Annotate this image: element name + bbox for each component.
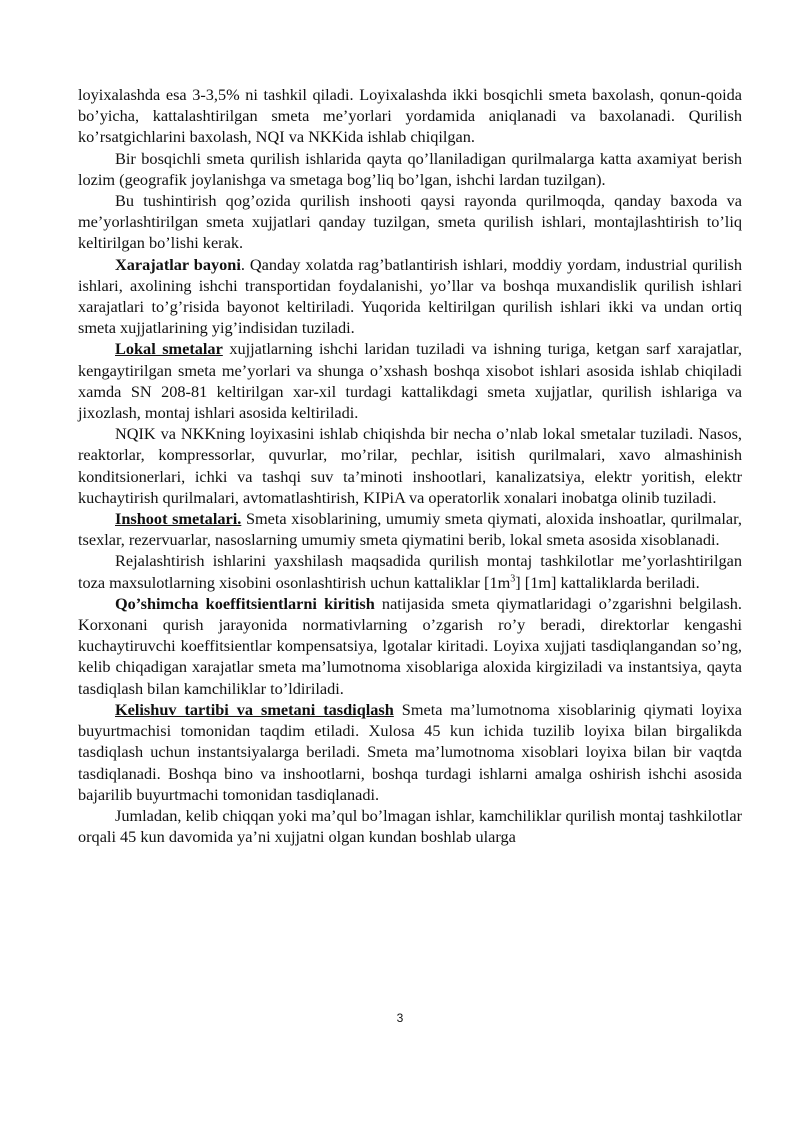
paragraph-text: Bir bosqichli smeta qurilish ishlarida qayta qo’llaniladigan qurilmalarga katta axamiyat berish lozim (geografik joylanishga va smetaga bog’liq bo’lgan, ishchi lardan tuzilgan). <box>78 148 742 189</box>
paragraph-4 <box>78 254 742 339</box>
paragraph-text: NQIK va NKKning loyixasini ishlab chiqishda bir necha o’nlab lokal smetalar tuziladi. Nasos, reaktorlar, kompressorlar, quvurlar, mo’rilar, pechlar, isitish qurilmalari, xavo almashinish konditsionerlari, ichki va tashqi suv ta’minoti inshootlari, kanalizatsiya, elektr yoritish, elektr kuchaytirish qurilmalari, avtomatlashtirish, KIPiA va operatorlik xonalari inobatga olinib tuziladi. <box>78 424 742 507</box>
paragraph-2 <box>78 148 742 190</box>
paragraph-8 <box>78 550 742 592</box>
paragraph-text: Smeta xisoblarining, umumiy smeta qiymati, aloxida inshoatlar, qurilmalar, tsexlar, rezervuarlar, nasoslarning umumiy smeta qiymatini berib, lokal smeta asosida xisoblanadi. <box>78 509 742 550</box>
paragraph-7 <box>78 508 742 550</box>
paragraph-text: loyixalashda esa 3-3,5% ni tashkil qiladi. Loyixalashda ikki bosqichli smeta baxolash, qonun-qoida bo’yicha, kattalashtirilgan smeta me’yorlari yordamida aniqlanadi va baxolanadi. Qurilish ko’rsatgichlarini baxolash, NQI va NKKida ishlab chiqilgan. <box>78 85 742 147</box>
document-page <box>78 84 742 847</box>
section-heading-xarajatlar: Xarajatlar bayoni <box>115 254 241 274</box>
paragraph-text: Bu tushintirish qog’ozida qurilish inshooti qaysi rayonda qurilmoqda, qanday baxoda va me’yorlashtirilgan smeta xujjatlari qanday tuzilgan, smeta qurilish ishlari, montajlashtirish to’liq keltirilgan bo’lishi kerak. <box>78 191 742 253</box>
paragraph-text: Smeta ma’lumotnoma xisoblarinig qiymati loyixa buyurtmachisi tomonidan taqdim etiladi. Xulosa 45 kun ichida tuzilib loyixa bilan birgalikda tasdiqlash uchun instantsiyalarga beriladi. Smeta ma’lumotnoma xisoblari loyixa bilan bir vaqtda tasdiqlanadi. Boshqa bino va inshootlarni, boshqa turdagi ishlarni amalga oshirish ishchi asosida bajarilib buyurtmachi tomonidan tasdiqlanadi. <box>78 699 742 804</box>
section-heading-koeffitsientlar: Qo’shimcha koeffitsientlarni kiritish <box>115 593 375 613</box>
section-heading-inshoot-smetalari: Inshoot smetalari. <box>115 509 242 529</box>
paragraph-9 <box>78 593 742 699</box>
paragraph-text: natijasida smeta qiymatlaridagi o’zgarishni belgilash. Korxonani qurish jarayonida normativlarning o’zgarish ro’y beradi, direktorlar kengashi kuchaytiruvchi koeffitsientlar kompensatsiya, lgotalar kiritadi. Loyixa xujjati tasdiqlangandan so’ng, kelib chiqadigan xarajatlar smeta ma’lumotnoma xisoblariga aloxida kirgiziladi va instantsiya, qayta tasdiqlash bilan kamchiliklar to’ldiriladi. <box>78 593 742 698</box>
section-heading-lokal-smetalar: Lokal smetalar <box>115 339 223 359</box>
page-number: 3 <box>396 1011 404 1025</box>
paragraph-11 <box>78 805 742 847</box>
paragraph-10 <box>78 699 742 805</box>
paragraph-text: xujjatlarning ishchi laridan tuziladi va ishning turiga, ketgan sarf xarajatlar, kengaytirilgan smeta me’yorlari va shunga o’xshash boshqa xisobot ishlari asosida ishlab chiqiladi xamda SN 208-81 keltirilgan xar-xil turdagi kattalikdagi smeta xujjatlar, qurilish ishlariga va jixozlash, montaj ishlari asosida keltiriladi. <box>78 339 742 423</box>
paragraph-3 <box>78 190 742 254</box>
paragraph-text-tail: ] [1m] kattaliklarda beriladi. <box>515 572 700 592</box>
superscript: 3 <box>510 573 516 585</box>
paragraph-text: Jumladan, kelib chiqqan yoki ma’qul bo’lmagan ishlar, kamchiliklar qurilish montaj tashkilotlar orqali 45 kun davomida ya’ni xujjatni olgan kundan boshlab ularga <box>78 805 742 847</box>
paragraph-6 <box>78 423 742 508</box>
paragraph-text: Rejalashtirish ishlarini yaxshilash maqsadida qurilish montaj tashkilotlar me’yorlashtirilgan toza maxsulotlarning xisobini osonlashtirish uchun kattaliklar [1m <box>78 551 742 592</box>
paragraph-1 <box>78 84 742 148</box>
paragraph-text: . Qanday xolatda rag’batlantirish ishlari, moddiy yordam, industrial qurilish ishlari, axolining ishchi transportidan foydalanishi, yo’llar va boshqa muxandislik qurilish ishlari xarajatlari to’g’risida bayonot keltiriladi. Yuqorida keltirilgan qurilish ishlari ikki va undan ortiq smeta xujjatlarining yig’indisidan tuziladi. <box>78 254 742 338</box>
paragraph-5 <box>78 338 742 423</box>
section-heading-kelishuv-tartibi: Kelishuv tartibi va smetani tasdiqlash <box>115 699 394 719</box>
